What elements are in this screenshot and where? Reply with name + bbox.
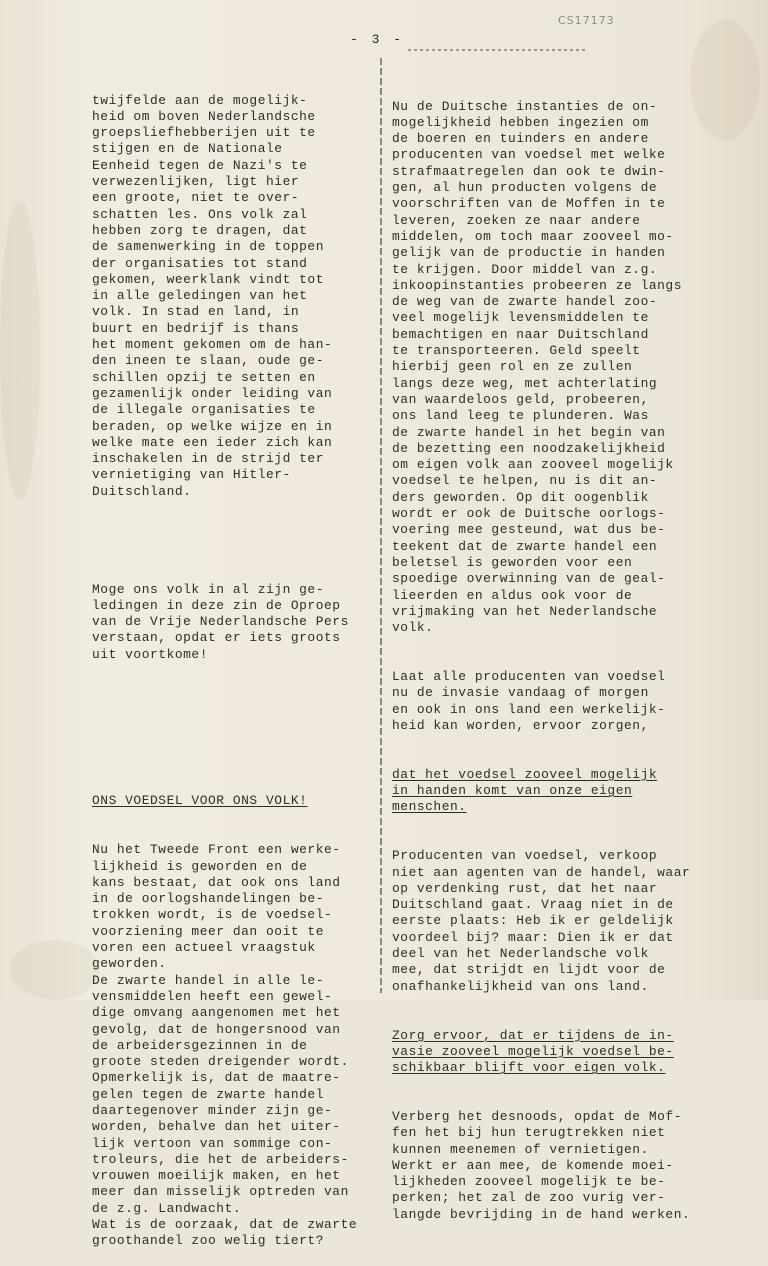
text-line: dige omvang aangenomen met het [92,1005,341,1021]
text-line: te krijgen. Door middel van z.g. [392,261,658,277]
text-line: Zorg ervoor, dat er tijdens de in- [392,1027,674,1043]
paragraph-gap [92,696,374,712]
text-line: beletsel is geworden voor een [392,554,633,570]
text-line: uit voortkome! [92,646,208,662]
text-line: verstaan, opdat er iets groots [92,630,341,646]
text-line: geworden. [92,956,167,972]
text-line: daartegenover minder zijn ge- [92,1103,333,1118]
text-line: de zwarte handel in het begin van [392,424,666,440]
text-line: perken; het zal de zoo vurig ver- [392,1190,666,1206]
left-column [92,60,374,1266]
text-line: in alle geledingen van het [92,288,308,304]
paper-stain [10,940,100,1000]
text-line: de bezetting een noodzakelijkheid [392,440,666,456]
text-line: dat het voedsel zooveel mogelijk [392,766,658,782]
intro-paragraph [92,93,374,500]
text-line: van waardeloos geld, probeeren, [392,391,649,407]
text-line: schikbaar blijft voor eigen volk. [392,1060,666,1076]
text-line: voren een actueel vraagstuk [92,940,316,956]
paper-stain [0,200,40,500]
text-line: bemachtigen en naar Duitschland [392,326,649,342]
text-line: worden, behalve dan het uiter- [92,1119,341,1135]
text-line: Verberg het desnoods, opdat de Mof- [392,1109,682,1124]
text-line: nu de invasie vandaag of morgen [392,685,649,701]
text-line: het moment gekomen om de han- [92,337,333,353]
text-line: de illegale organisaties te [92,402,316,418]
text-line: Duitschland gaat. Vraag niet in de [392,897,674,913]
text-line: ders geworden. Op dit oogenblik [392,489,649,505]
text-line: twijfelde aan de mogelijk- [92,92,308,108]
text-line: groothandel zoo welig tiert? [92,1233,324,1249]
text-line: op verdenking rust, dat het naar [392,880,658,896]
text-line: volk. [392,620,434,636]
text-line: deel van het Nederlandsche volk [392,946,649,962]
text-line: van de Vrije Nederlandsche Pers [92,614,349,630]
text-line: troleurs, die het de arbeiders- [92,1151,349,1167]
text-line: in handen komt van onze eigen [392,783,633,799]
text-line: gen, al hun producten volgens de [392,180,658,196]
text-line: buurt en bedrijf is thans [92,320,300,336]
text-line: volk. In stad en land, in [92,304,300,320]
text-line: trokken wordt, is de voedsel- [92,907,333,923]
text-line: lijkheid is geworden en de [92,858,308,874]
text-line: de z.g. Landwacht. [92,1200,242,1216]
text-line: de arbeidersgezinnen in de [92,1037,308,1053]
text-line: gezamenlijk onder leiding van [92,385,333,401]
closing-paragraph [92,582,374,663]
text-line: Eenheid tegen de Nazi's te [92,157,308,173]
text-line: den ineen te slaan, oude ge- [92,353,324,369]
text-line: strafmaatregelen dan ook te dwin- [392,163,666,179]
text-line: voorziening meer dan ooit te [92,923,324,939]
text-line: langs deze weg, met achterlating [392,375,658,391]
text-line: vernietiging van Hitler- [92,467,291,483]
text-line: voering mee gesteund, wat dus be- [392,522,666,538]
text-line: te transporteeren. Geld speelt [392,343,641,359]
text-line: eerste plaats: Heb ik er geldelijk [392,913,674,929]
text-line: spoedige overwinning van de geal- [392,571,666,587]
text-line: heid om boven Nederlandsche [92,108,316,124]
text-line: hierbij geen rol en ze zullen [392,359,633,375]
text-line: en ook in ons land een werkelijk- [392,701,666,717]
text-line: kunnen meenemen of vernietigen. [392,1141,649,1157]
text-line: gekomen, weerklank vindt tot [92,271,324,287]
text-line: voorschriften van de Moffen in te [392,196,666,212]
archive-mark: CS17173 [558,14,615,27]
text-line: Duitschland. [92,483,192,499]
text-line: heid kan worden, ervoor zorgen, [392,717,649,733]
right-paragraph-4 [392,1109,732,1223]
text-line: de weg van de zwarte handel zoo- [392,294,658,310]
paragraph-gap [92,533,374,549]
text-line: mogelijkheid hebben ingezien om [392,114,649,130]
text-line: Nu het Tweede Front een werke- [92,842,341,858]
article-heading: ONS VOEDSEL VOOR ONS VOLK! [92,793,308,809]
text-line: de boeren en tuinders en andere [392,131,649,147]
text-line: niet aan agenten van de handel, waar [392,864,691,880]
text-line: Opmerkelijk is, dat de maatre- [92,1070,341,1086]
page-number: - 3 - [350,32,405,47]
text-line: Nu de Duitsche instanties de on- [392,98,658,114]
text-line: voordeel bij? maar: Dien ik er dat [392,929,674,945]
text-line: welke mate een ieder zich kan [92,434,333,450]
text-line: lieerden en aldus ook voor de [392,587,633,603]
text-line: groepsliefhebberijen uit te [92,125,316,141]
paragraph-gap [92,744,374,760]
right-paragraph-3 [392,848,732,995]
text-line: leveren, zoeken ze naar andere [392,212,641,228]
text-line: om eigen volk aan zooveel mogelijk [392,457,674,473]
text-line: vasie zooveel mogelijk voedsel be- [392,1043,674,1059]
text-line: gelijk van de productie in handen [392,245,666,261]
text-line: ons land leeg te plunderen. Was [392,408,649,424]
text-line: een groote, niet te over- [92,190,300,206]
text-line: lijk vertoon van sommige con- [92,1135,333,1151]
text-line: lijkheden zooveel mogelijk te be- [392,1174,666,1190]
text-line: De zwarte handel in alle le- [92,972,324,988]
text-line: de samenwerking in de toppen [92,239,324,255]
text-line: onafhankelijkheid van ons land. [392,978,649,994]
text-line: Producenten van voedsel, verkoop [392,848,658,864]
text-line: Laat alle producenten van voedsel [392,668,666,684]
text-line: menschen. [392,799,467,815]
text-line: vensmiddelen heeft een gewel- [92,988,333,1004]
text-line: der organisaties tot stand [92,255,308,271]
text-line: inkoopinstanties probeeren ze langs [392,277,682,293]
article-body [92,842,374,1249]
text-line: schillen opzij te setten en [92,369,316,385]
text-line: kans bestaat, dat ook ons land [92,874,341,890]
text-line: verwezenlijken, ligt hier [92,174,300,190]
text-line: wordt er ook de Duitsche oorlogs- [392,506,666,522]
right-column [392,66,732,1239]
text-line: stijgen en de Nationale [92,141,283,157]
underlined-statement-1 [392,767,732,816]
text-line: vrouwen moeilijk maken, en het [92,1168,341,1184]
text-line: schatten les. Ons volk zal [92,206,308,222]
decorative-dotted-line [408,49,588,51]
text-line: veel mogelijk levensmiddelen te [392,310,649,326]
text-line: gelen tegen de zwarte handel [92,1086,324,1102]
right-paragraph-1 [392,99,732,637]
text-line: in de oorlogshandelingen be- [92,891,324,907]
text-line: Wat is de oorzaak, dat de zwarte [92,1217,358,1233]
text-line: ledingen in deze zin de Oproep [92,597,341,613]
text-line: middelen, om toch maar zooveel mo- [392,228,674,244]
text-line: Werkt er aan mee, de komende moei- [392,1157,674,1173]
underlined-statement-2 [392,1028,732,1077]
text-line: gevolg, dat de hongersnood van [92,1021,341,1037]
text-line: teekent dat de zwarte handel een [392,538,658,554]
text-line: inschakelen in de strijd ter [92,451,324,467]
text-line: meer dan misselijk optreden van [92,1184,349,1200]
text-line: Moge ons volk in al zijn ge- [92,581,324,597]
column-divider [380,58,382,993]
text-line: producenten van voedsel met welke [392,147,666,163]
text-line: voedsel te helpen, nu is dit an- [392,473,658,489]
text-line: fen het bij hun terugtrekken niet [392,1125,666,1141]
text-line: groote steden dreigender wordt. [92,1054,349,1070]
text-line: beraden, op welke wijze en in [92,418,333,434]
right-paragraph-2 [392,669,732,734]
text-line: mee, dat strijdt en lijdt voor de [392,962,666,978]
text-line: vrijmaking van het Nederlandsche [392,603,658,619]
text-line: hebben zorg te dragen, dat [92,222,308,238]
text-line: langde bevrijding in de hand werken. [392,1206,691,1222]
